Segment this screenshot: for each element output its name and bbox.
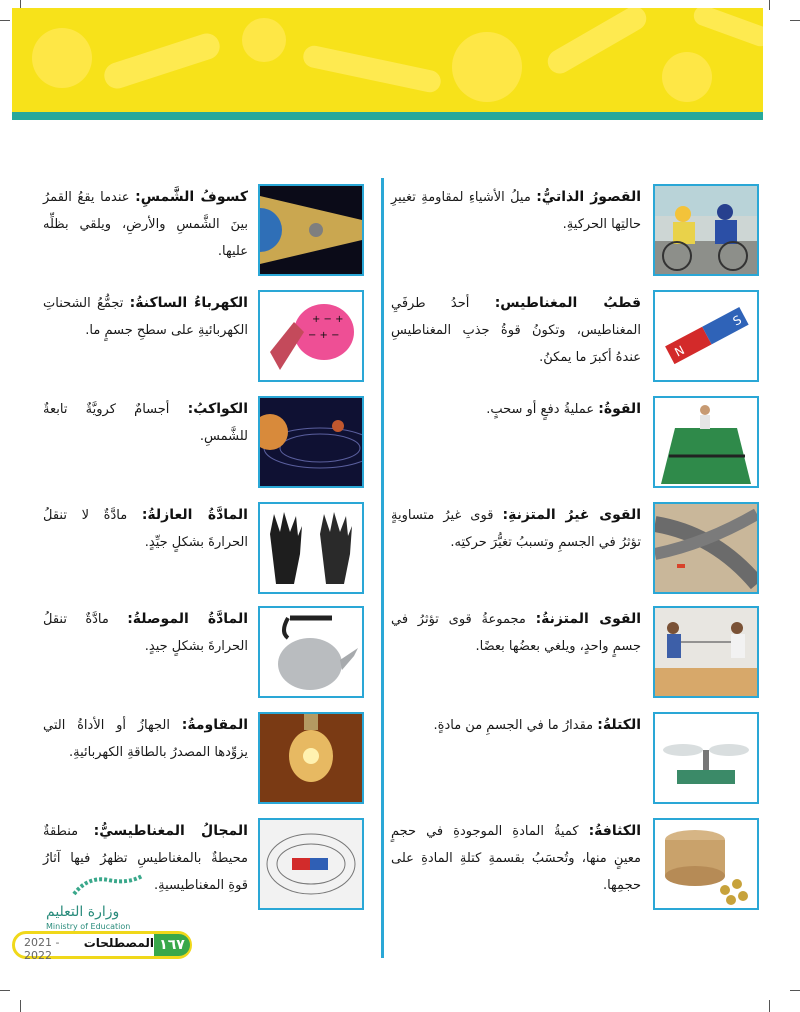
footer-section-title: المصطلحات (83, 936, 154, 950)
glossary-term: القوى المتزنةُ: (535, 611, 641, 627)
svg-text:+ − +: + − + (312, 314, 344, 325)
glossary-entry (0, 818, 364, 918)
glossary-term: قطبُ المغناطيس: (494, 295, 641, 311)
glossary-term: القوى غيرُ المتزنةِ: (502, 507, 642, 523)
glossary-term: الكثافةُ: (588, 823, 642, 839)
ministry-name-english: Ministry of Education (46, 922, 131, 931)
tug-of-war-photo (653, 606, 759, 698)
glossary-definition: مادَّةٌ لا تنقلُ الحرارةَ بشكلٍ جيِّدٍ. (43, 508, 248, 550)
highway-car-photo (653, 502, 759, 594)
entry-text (391, 502, 641, 556)
entry-text (391, 818, 641, 899)
crop-mark (0, 990, 10, 991)
glossary-term: المادَّةُ الموصلةُ: (127, 611, 248, 627)
entry-text (391, 712, 641, 739)
entry-text (391, 184, 641, 238)
glossary-term: كسوفُ الشَّمسِ: (135, 189, 248, 205)
magnetic-field-photo (258, 818, 364, 910)
entry-text (43, 396, 248, 450)
bar-magnet-photo (653, 290, 759, 382)
glossary-entry (0, 502, 364, 602)
glossary-definition: مادَّةٌ تنقلُ الحرارةَ بشكلٍ جيدٍ. (43, 612, 248, 654)
balance-scale-photo (653, 712, 759, 804)
glossary-term: القصورُ الذاتيُّ: (536, 189, 641, 205)
glossary-definition: أجسامٌ كرويَّةٌ تابعةٌ للشَّمسِ. (43, 402, 248, 444)
glossary-definition: أحدُ طرفَيِ المغناطيس، وتكونُ قوةُ جذبِ المغناطيسِ عندهُ أكبرَ ما يمكنُ. (391, 296, 641, 365)
glossary-definition: الجهازُ أو الأداةُ التي يزوِّدها المصدرُ بالطاقةِ الكهربائيةِ. (43, 718, 248, 760)
svg-text:− + −: − + − (308, 330, 340, 341)
solar-eclipse-photo (258, 184, 364, 276)
entry-text (391, 606, 641, 660)
svg-text:N: N (672, 342, 687, 360)
entry-text (43, 184, 248, 265)
glossary-entry (0, 290, 364, 390)
glossary-definition: منطقةٌ محيطةٌ بالمغناطيسِ تظهرُ فيها آثارُ قوةِ المغناطيسيةِ. (43, 824, 248, 893)
ministry-name-arabic: وزارة التعليم (46, 904, 120, 920)
planets-orbit-photo (258, 396, 364, 488)
glossary-term: الكهرباءُ الساكنةُ: (129, 295, 248, 311)
entry-text (43, 290, 248, 344)
glossary-entry (393, 502, 759, 602)
light-bulb-photo (258, 712, 364, 804)
glossary-entry (393, 184, 759, 284)
glossary-definition: مقدارُ ما في الجسمِ من مادةٍ. (433, 718, 594, 733)
glossary-definition: ميلُ الأشياءِ لمقاومةِ تغييرِ حالتِها الحركيةِ. (391, 190, 641, 232)
glossary-definition: عمليةُ دفعٍ أو سحبٍ. (486, 402, 595, 417)
crop-mark (20, 1000, 21, 1012)
entry-text (43, 502, 248, 556)
glossary-term: الكتلةُ: (597, 717, 641, 733)
glossary-entry (393, 290, 759, 390)
cork-and-pellets-photo (653, 818, 759, 910)
gloves-photo (258, 502, 364, 594)
glossary-term: الكواكبُ: (187, 401, 248, 417)
balloon-charges-photo (258, 290, 364, 382)
glossary-definition: كميةُ المادةِ الموجودةِ في حجمٍ معينٍ منها، وتُحسَبُ بقسمةِ كتلةِ المادةِ على حجمِها. (391, 824, 641, 893)
glossary-entry (0, 184, 364, 284)
glossary-term: القوةُ: (598, 401, 641, 417)
glossary-definition: قوى غيرُ متساويةٍ تؤثرُ في الجسمِ وتسببُ تغيُّرَ حركتِه. (391, 508, 641, 550)
crop-mark (0, 20, 10, 21)
glossary-definition: تجمُّعُ الشحناتِ الكهربائيةِ على سطحِ جسمٍ ما. (43, 296, 248, 338)
kettle-photo (258, 606, 364, 698)
glossary-entry (393, 606, 759, 706)
glossary-entry (393, 396, 759, 496)
entry-text (391, 396, 641, 423)
glossary-entry (0, 396, 364, 496)
entry-text (391, 290, 641, 371)
glossary-entry (0, 712, 364, 812)
crop-mark (790, 20, 800, 21)
crop-mark (790, 990, 800, 991)
glossary-definition: مجموعةُ قوى تؤثرُ في جسمٍ واحدٍ، ويلغي بعضُها بعضًا. (391, 612, 641, 654)
cyclists-photo (653, 184, 759, 276)
entry-text (43, 606, 248, 660)
glossary-term: المقاومةُ: (181, 717, 248, 733)
svg-text:S: S (730, 312, 744, 329)
crop-mark (769, 0, 770, 10)
ministry-logo-icon (68, 870, 148, 900)
glossary-term: المجالُ المغناطيسيُّ: (93, 823, 248, 839)
page-number: ١٦٧ (154, 934, 190, 956)
glossary-term: المادَّةُ العازلةُ: (141, 507, 248, 523)
footer-year: 2021 - 2022 (24, 936, 60, 962)
glossary-entry (0, 606, 364, 706)
table-tennis-photo (653, 396, 759, 488)
crop-mark (769, 1000, 770, 1012)
glossary-entry (393, 712, 759, 812)
entry-text (43, 712, 248, 766)
glossary-definition: عندما يقعُ القمرُ بينَ الشَّمسِ والأرضِ، ويلقي بظلِّه عليها. (43, 190, 248, 259)
header-banner (12, 8, 763, 114)
glossary-entry (393, 818, 759, 918)
header-stripe (12, 112, 763, 120)
column-divider (381, 178, 384, 958)
